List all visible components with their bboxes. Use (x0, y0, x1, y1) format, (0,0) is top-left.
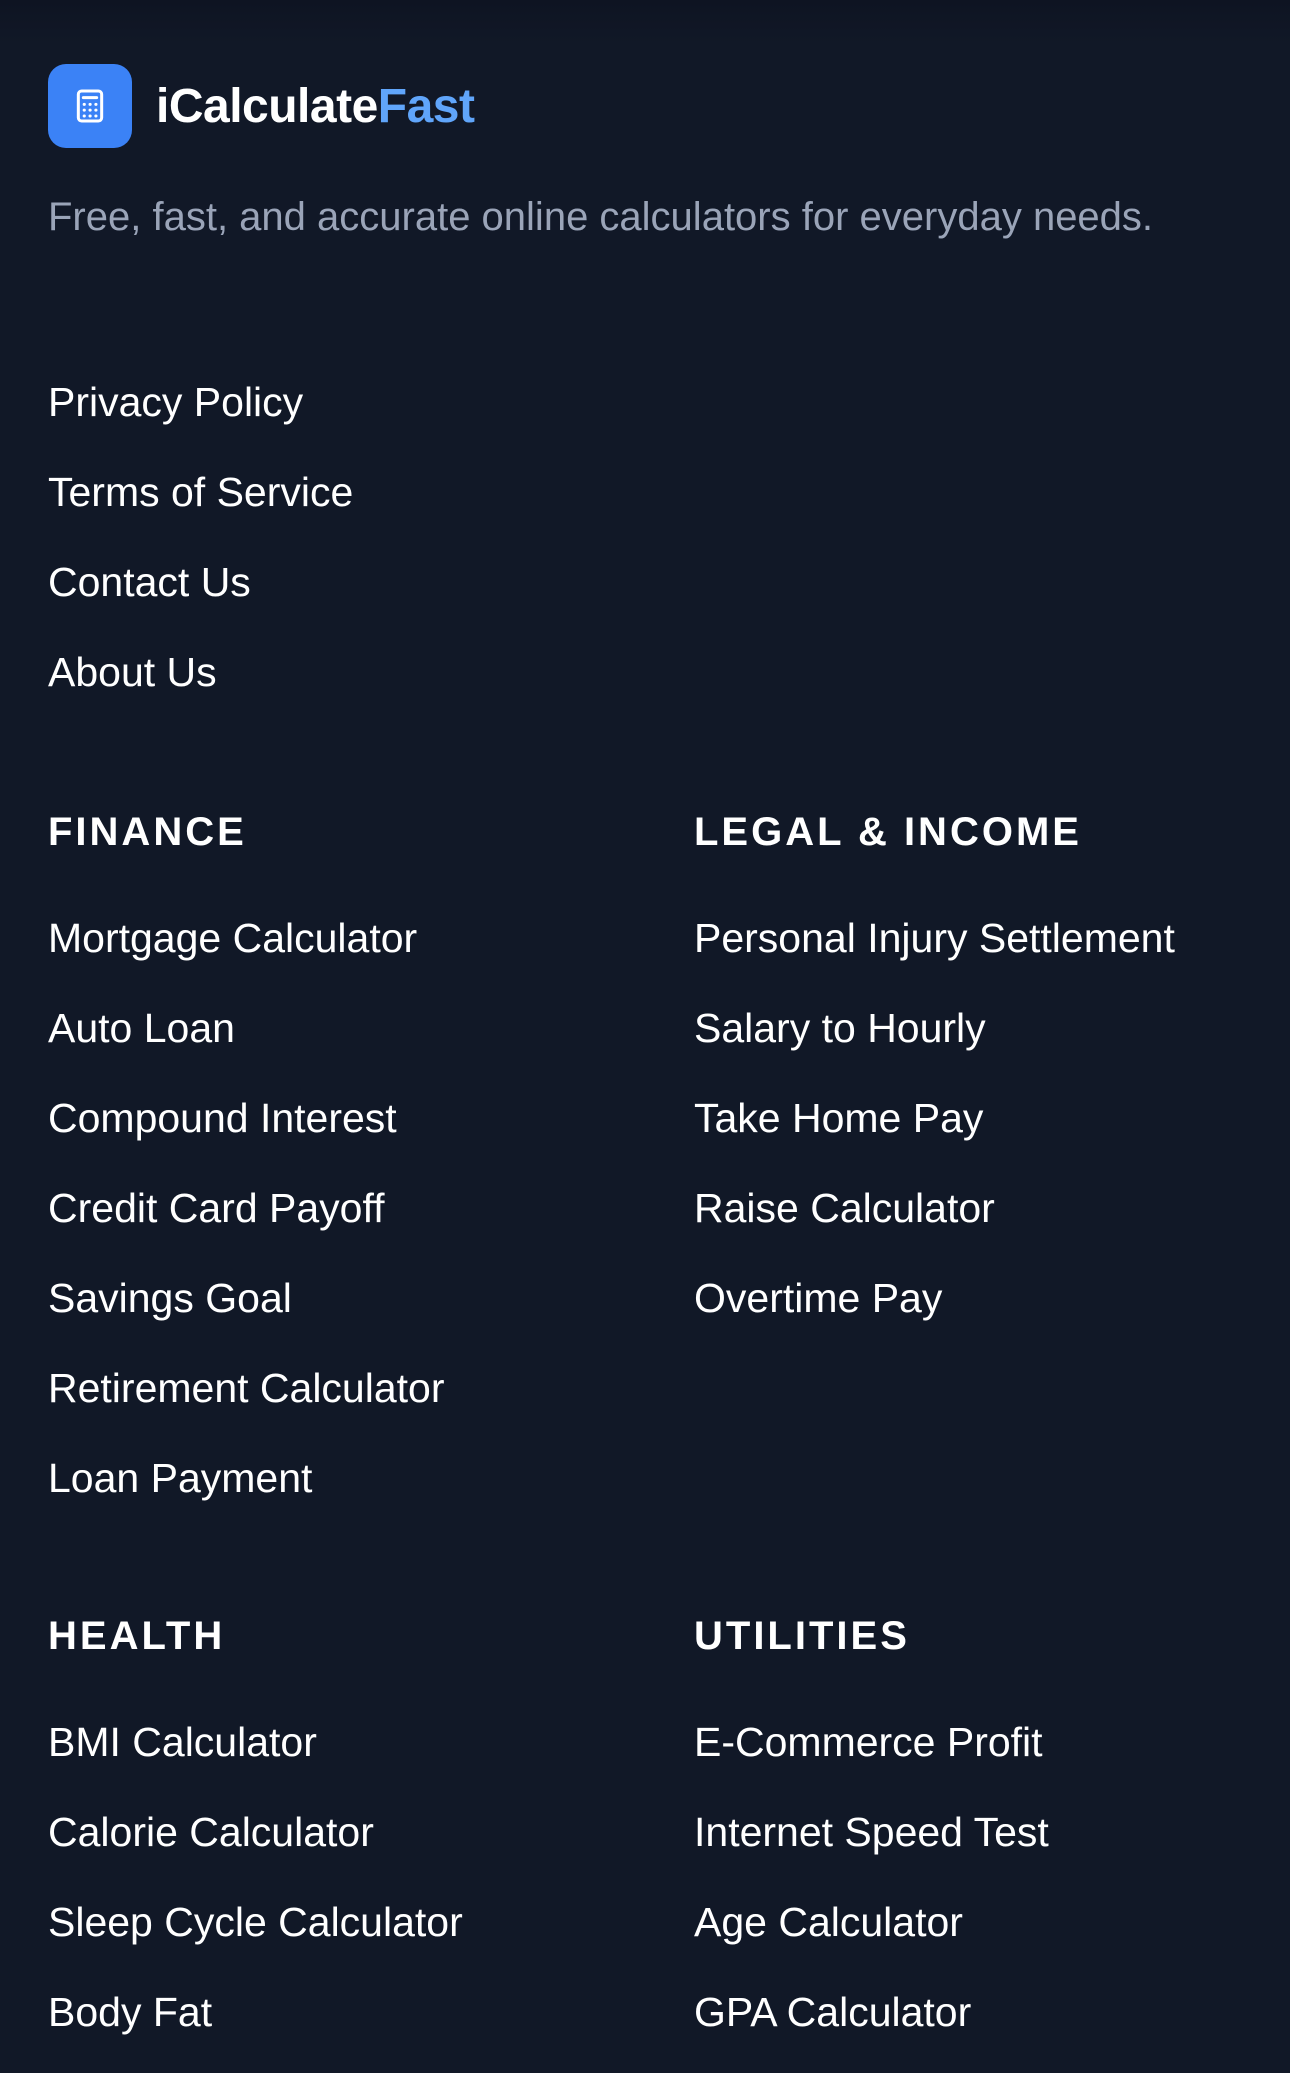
overtime-pay-link[interactable]: Overtime Pay (694, 1275, 943, 1321)
tagline: Free, fast, and accurate online calculators for everyday needs. (48, 195, 1154, 239)
footer-links (48, 372, 353, 732)
mortgage-calculator-link[interactable]: Mortgage Calculator (48, 915, 418, 961)
about-us-link[interactable]: About Us (48, 649, 217, 695)
section-title: UTILITIES (694, 1614, 910, 1658)
e-commerce-profit-link[interactable]: E-Commerce Profit (694, 1719, 1043, 1765)
retirement-calculator-link[interactable]: Retirement Calculator (48, 1365, 445, 1411)
savings-goal-link[interactable]: Savings Goal (48, 1275, 292, 1321)
brand[interactable] (48, 64, 474, 148)
credit-card-payoff-link[interactable]: Credit Card Payoff (48, 1185, 385, 1231)
compound-interest-link[interactable]: Compound Interest (48, 1095, 397, 1141)
sleep-cycle-calculator-link[interactable]: Sleep Cycle Calculator (48, 1899, 463, 1945)
health-section (48, 1606, 463, 2072)
loan-payment-link[interactable]: Loan Payment (48, 1455, 313, 1501)
terms-of-service-link[interactable]: Terms of Service (48, 469, 354, 515)
top-shadow (0, 0, 1290, 44)
bmi-calculator-link[interactable]: BMI Calculator (48, 1719, 317, 1765)
take-home-pay-link[interactable]: Take Home Pay (694, 1095, 984, 1141)
section-title: HEALTH (48, 1614, 226, 1658)
utilities-section (694, 1606, 1049, 2072)
raise-calculator-link[interactable]: Raise Calculator (694, 1185, 995, 1231)
section-title: LEGAL & INCOME (694, 810, 1082, 854)
calorie-calculator-link[interactable]: Calorie Calculator (48, 1809, 374, 1855)
brand-name-accent: Fast (377, 79, 475, 133)
auto-loan-link[interactable]: Auto Loan (48, 1005, 235, 1051)
legal-income-section (694, 802, 1175, 1358)
logo (48, 64, 132, 148)
personal-injury-settlement-link[interactable]: Personal Injury Settlement (694, 915, 1175, 961)
gpa-calculator-link[interactable]: GPA Calculator (694, 1989, 972, 2035)
finance-section (48, 802, 445, 1538)
contact-us-link[interactable]: Contact Us (48, 559, 251, 605)
internet-speed-test-link[interactable]: Internet Speed Test (694, 1809, 1049, 1855)
body-fat-link[interactable]: Body Fat (48, 1989, 213, 2035)
age-calculator-link[interactable]: Age Calculator (694, 1899, 963, 1945)
calculator-icon (70, 86, 110, 126)
brand-name (156, 79, 474, 134)
section-title: FINANCE (48, 810, 247, 854)
salary-to-hourly-link[interactable]: Salary to Hourly (694, 1005, 986, 1051)
privacy-policy-link[interactable]: Privacy Policy (48, 379, 304, 425)
brand-name-main: iCalculate (156, 79, 378, 133)
